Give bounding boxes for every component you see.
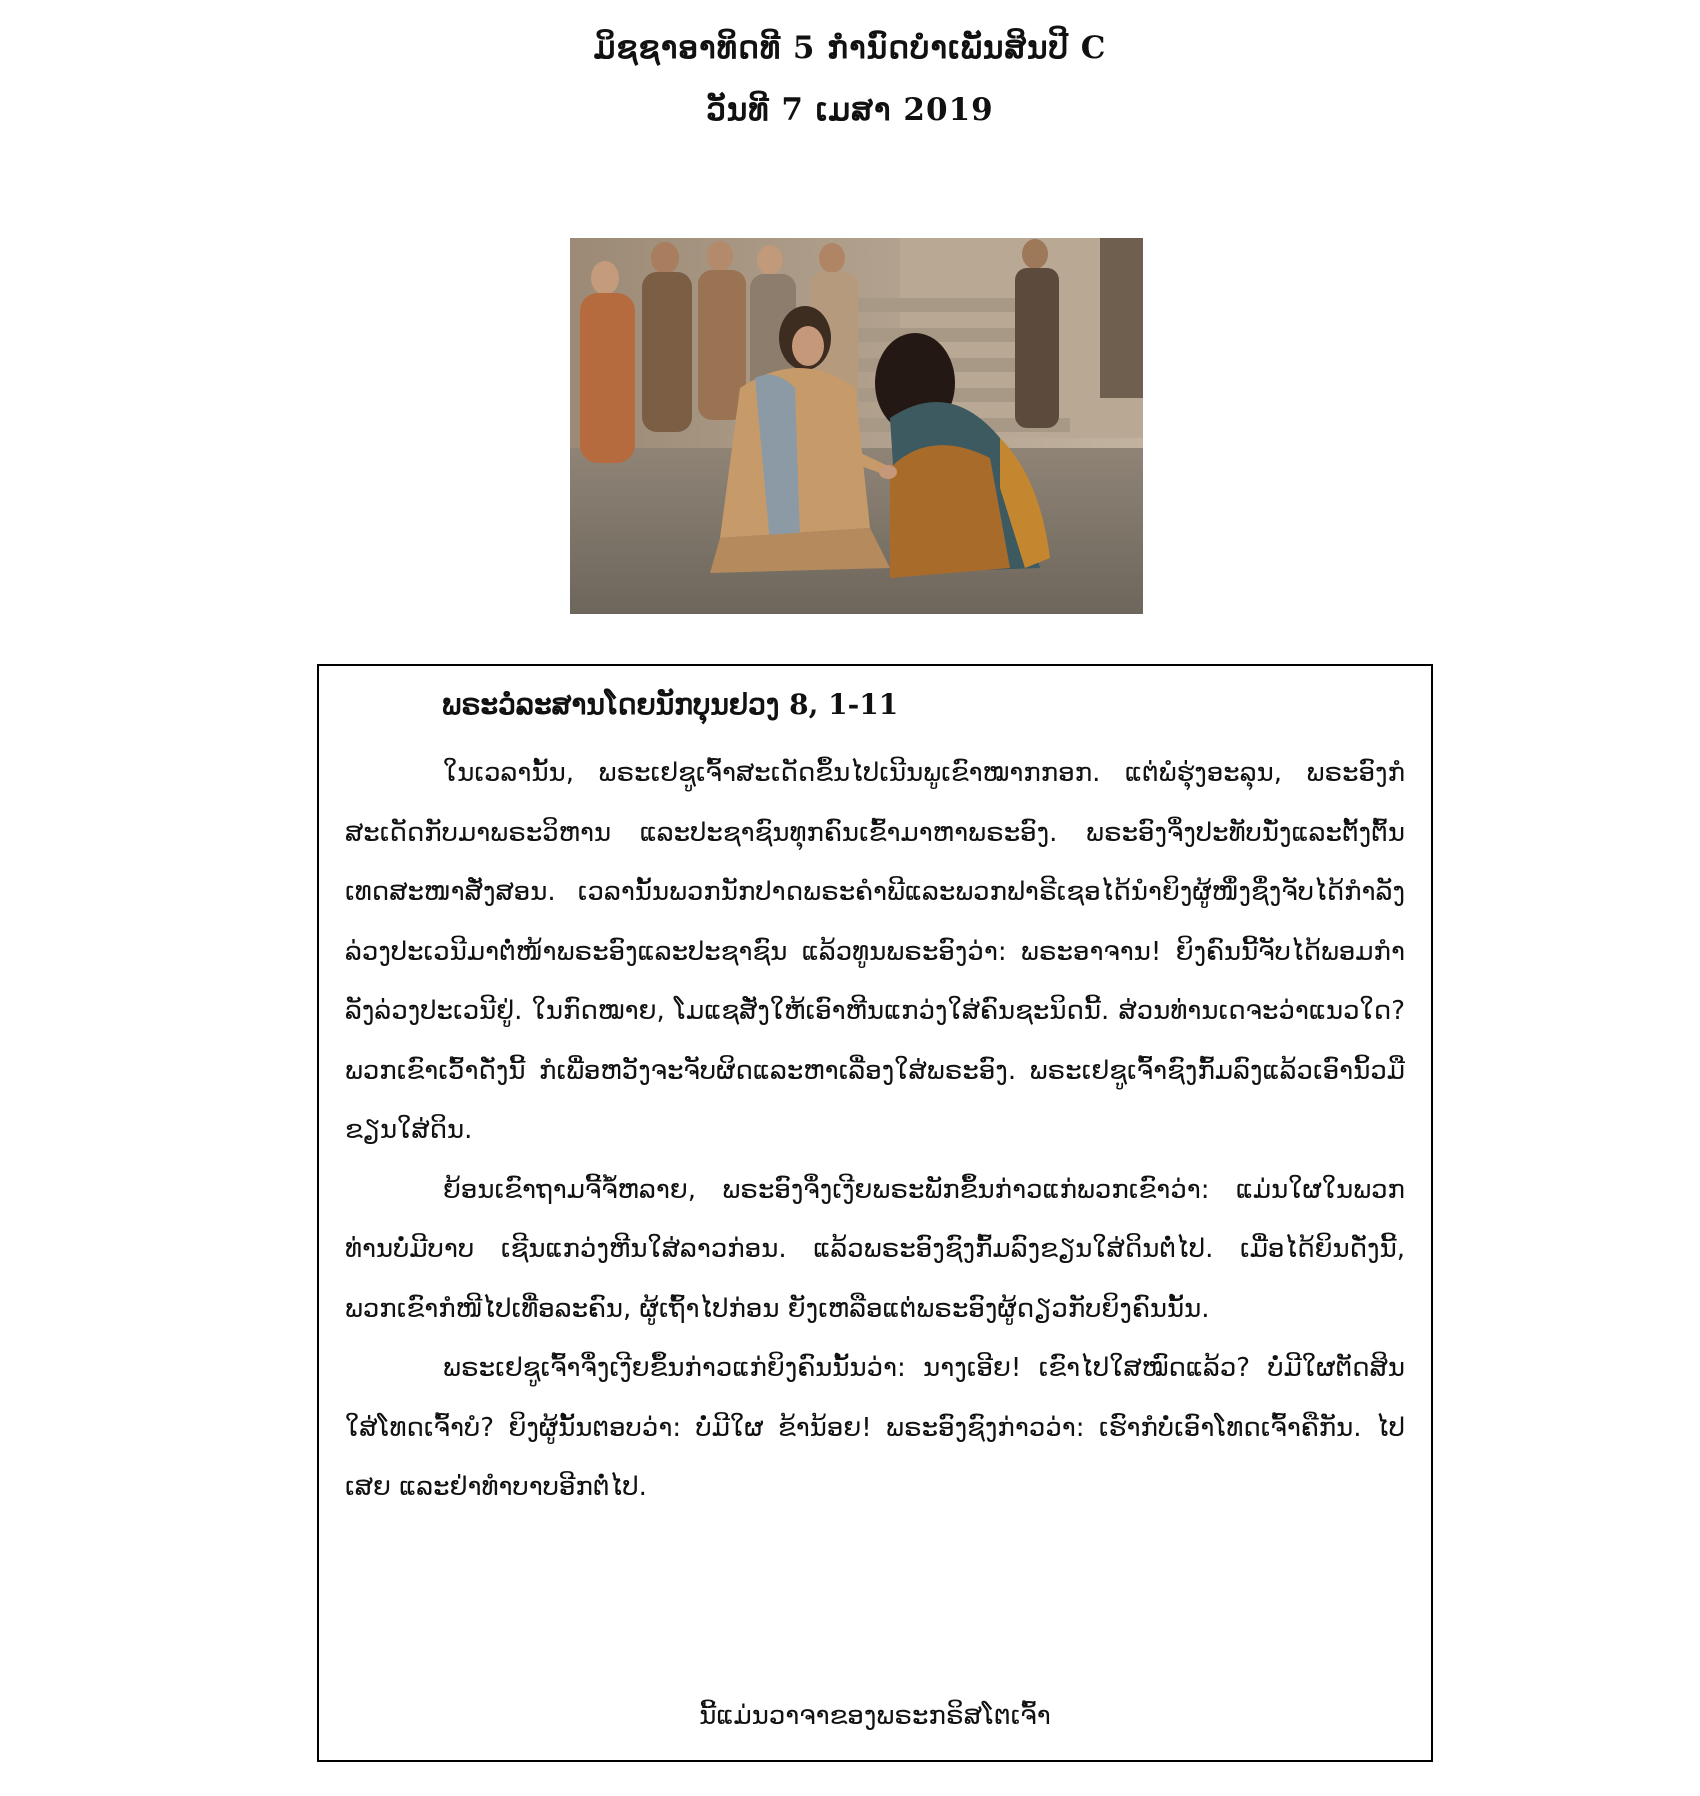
reading-paragraph: ໃນເວລານັ້ນ, ພຣະເຢຊູເຈົ້າສະເດັດຂຶ້ນໄປເນີນພູເຂົາໝາກກອກ. ແຕ່ພໍຮຸ່ງອະລຸນ, ພຣະອົງກໍສະເດັດກັບມາພຣະວິຫານ ແລະປະຊາຊົນທຸກຄົນເຂົ້າມາຫາພຣະອົງ. ພຣະອົງຈຶ່ງປະທັບນັ່ງແລະຕັ້ງຕົ້ນເທດສະໜາສັ່ງສອນ. ເວລານັ້ນພວກນັກປາດພຣະຄໍາພີແລະພວກຟາຣີເຊອໄດ້ນໍາຍິງຜູ້ໜຶ່ງຊຶ່ງຈັບໄດ້ກໍາລັງລ່ວງປະເວນີມາຕໍ່ໜ້າພຣະອົງແລະປະຊາຊົນ ແລ້ວທູນພຣະອົງວ່າ: ພຣະອາຈານ! ຍິງຄົນນີ້ຈັບໄດ້ພອມກໍາລັງລ່ວງປະເວນີຢູ່. ໃນກົດໝາຍ, ໂມແຊສັ່ງໃຫ້ເອົາຫີນແກວ່ງໃສ່ຄົນຊະນິດນີ້. ສ່ວນທ່ານເດຈະວ່າແນວໃດ? ພວກເຂົາເວົ້າດັ່ງນີ້ ກໍເພື່ອຫວັງຈະຈັບຜິດແລະຫາເລື່ອງໃສ່ພຣະອົງ. ພຣະເຢຊູເຈົ້າຊົງກົ້ມລົງແລ້ວເອົານິ້ວມືຂຽນໃສ່ດິນ. (345, 758, 1405, 1145)
reading-closing: ນີ້ແມ່ນວາຈາຂອງພຣະກຣິສໂຕເຈົ້າ (699, 1701, 1051, 1731)
illustration-image (570, 238, 1143, 614)
page-date: ວັນທີ 7 ເມສາ 2019 (706, 92, 994, 128)
gospel-reading-box (317, 664, 1433, 1762)
reading-paragraph: ຍ້ອນເຂົາຖາມຈີ້ຈໍ້ຫລາຍ, ພຣະອົງຈຶ່ງເງີຍພຣະພັກຂຶ້ນກ່າວແກ່ພວກເຂົາວ່າ: ແມ່ນໃຜໃນພວກທ່ານບໍ່ມີບາບ ເຊີນແກວ່ງຫີນໃສ່ລາວກ່ອນ. ແລ້ວພຣະອົງຊົງກົ້ມລົງຂຽນໃສ່ດິນຕໍ່ໄປ. ເມື່ອໄດ້ຍິນດັ່ງນີ້, ພວກເຂົາກໍໜີໄປເທື່ອລະຄົນ, ຜູ້ເຖົ້າໄປກ່ອນ ຍັງເຫລືອແຕ່ພຣະອົງຜູ້ດຽວກັບຍິງຄົນນັ້ນ. (345, 1174, 1405, 1324)
reading-heading: ພຣະວໍລະສານໂດຍນັກບຸນຢວງ 8, 1-11 (442, 688, 899, 721)
page-title: ມິຊຊາອາທິດທີ 5 ກໍານົດບໍາເພັນສິນປີ C (593, 30, 1107, 66)
reading-paragraph: ພຣະເຢຊູເຈົ້າຈຶ່ງເງີຍຂຶ້ນກ່າວແກ່ຍິງຄົນນັ້ນວ່າ: ນາງເອີຍ! ເຂົາໄປໃສໝົດແລ້ວ? ບໍ່ມີໃຜຕັດສິນໃສ່ໂທດເຈົ້າບໍ? ຍິງຜູ້ນັ້ນຕອບວ່າ: ບໍ່ມີໃຜ ຂ້ານ້ອຍ! ພຣະອົງຊົງກ່າວວ່າ: ເຮົາກໍບໍ່ເອົາໂທດເຈົ້າຄືກັນ. ໄປເສຍ ແລະຢ່າທໍາບາບອີກຕໍ່ໄປ. (345, 1353, 1405, 1502)
reading-body (345, 744, 1405, 1518)
